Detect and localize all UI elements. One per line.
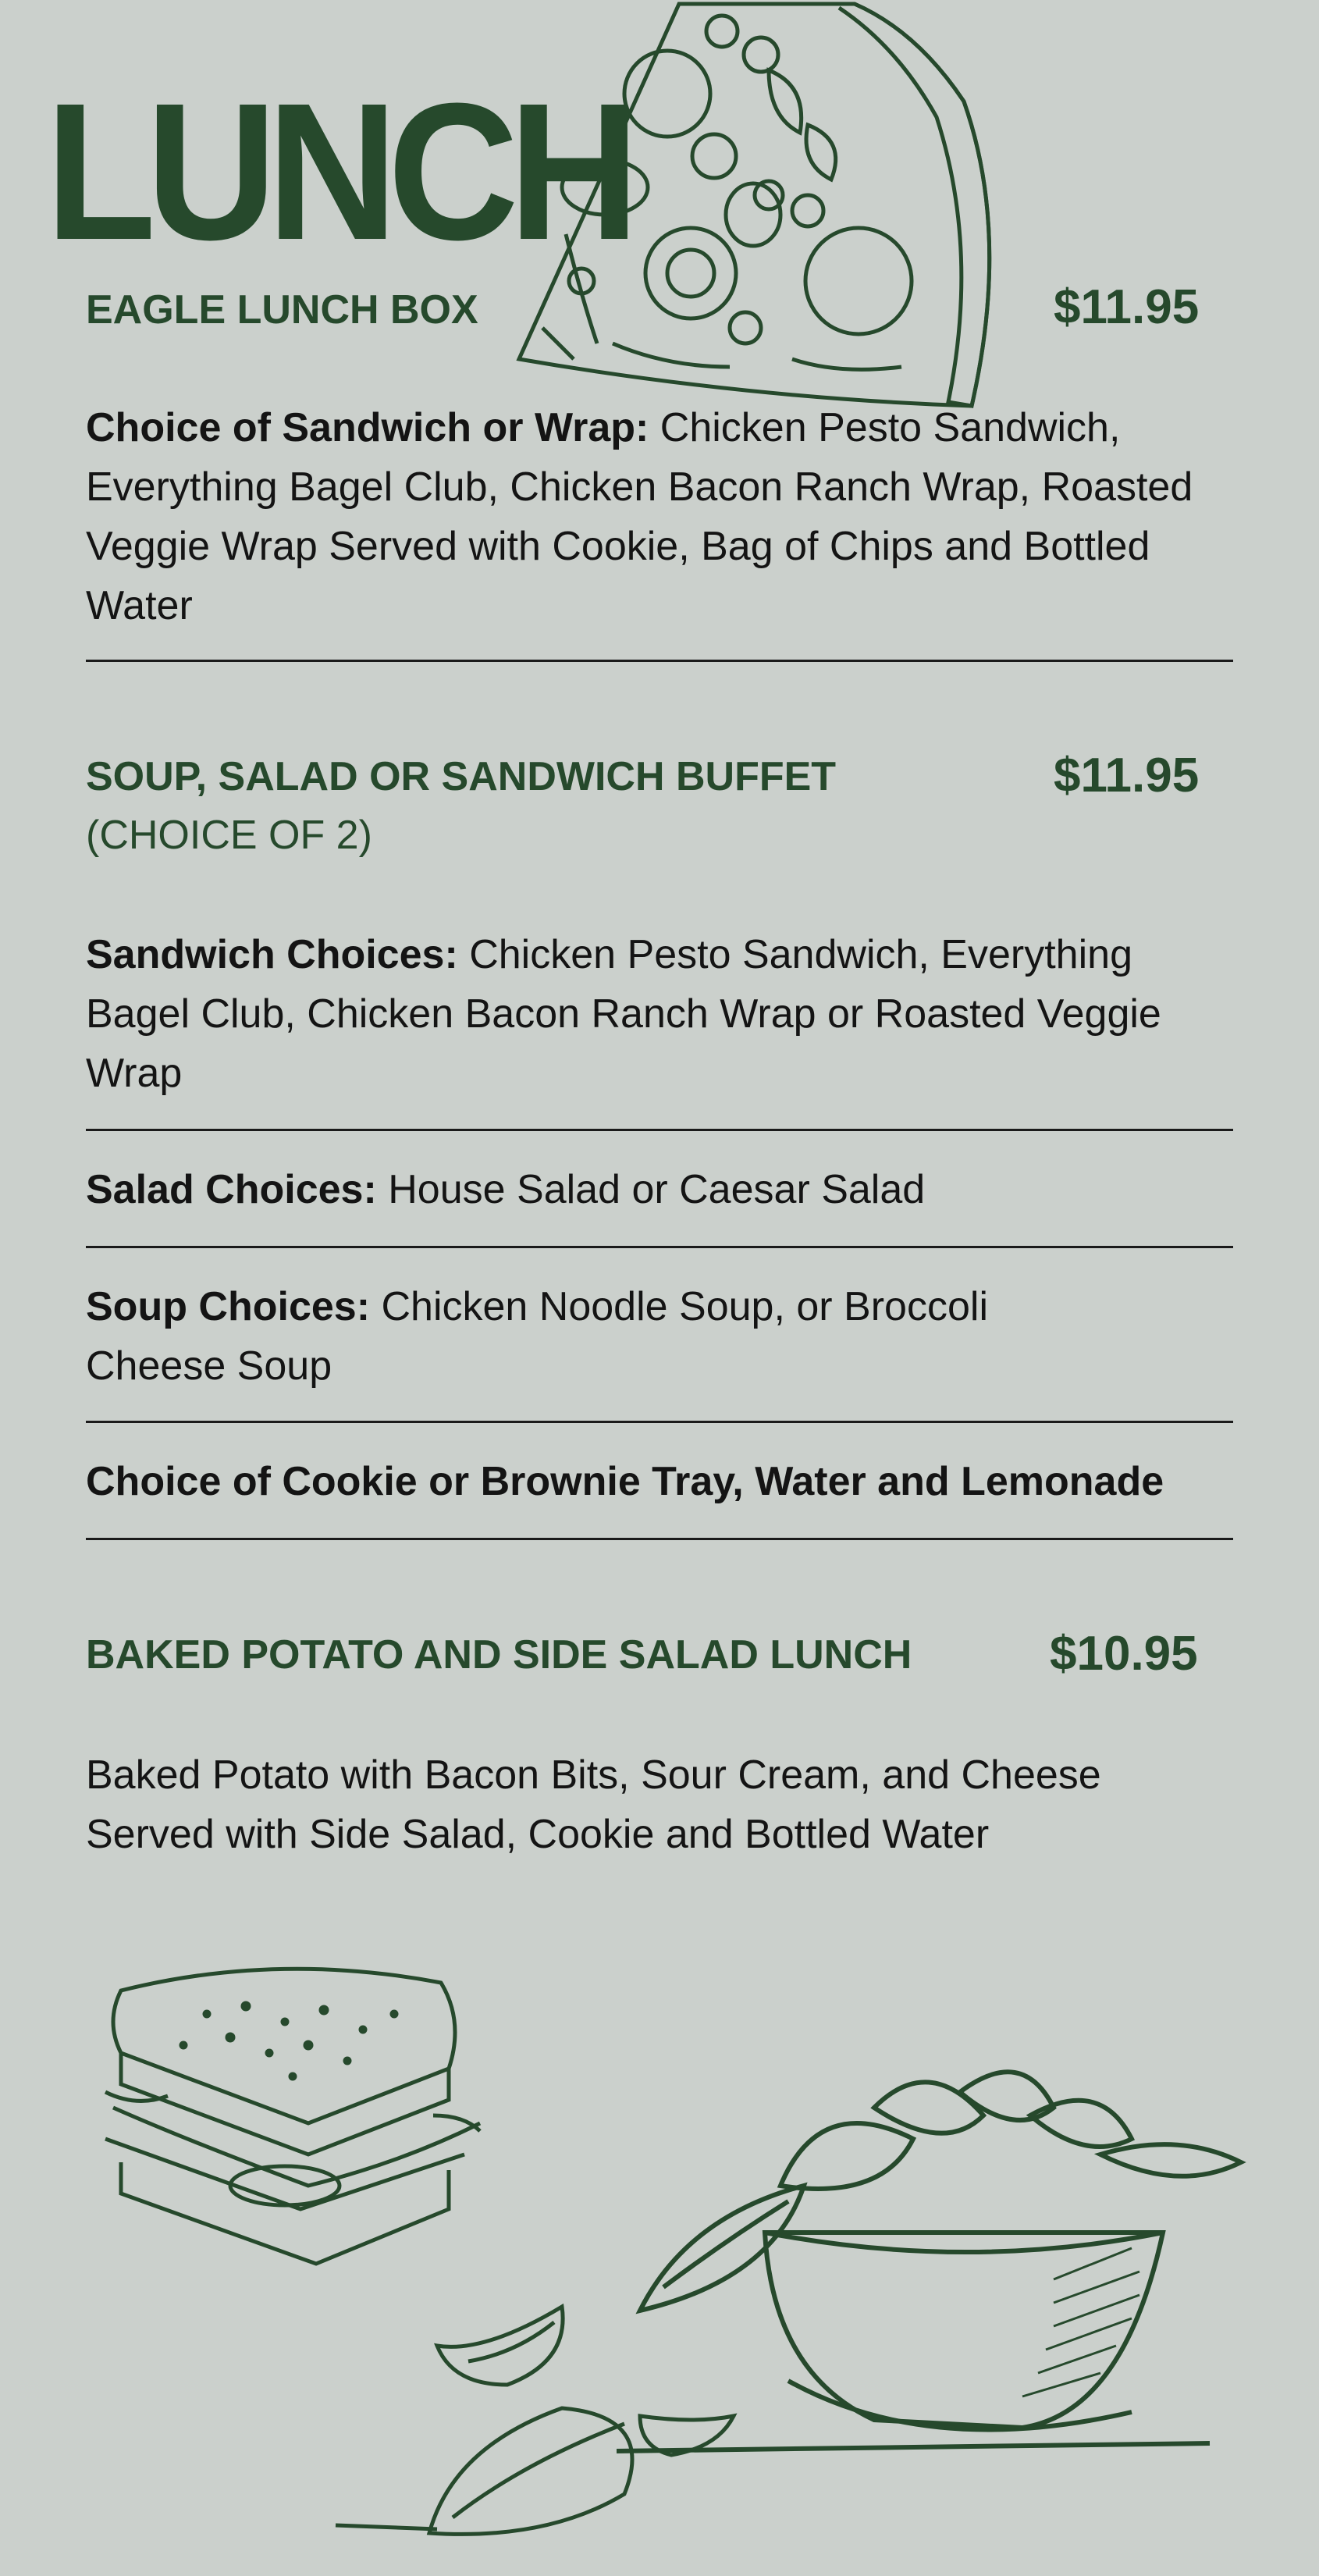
sandwich-illustration <box>90 1959 496 2295</box>
section-description <box>86 398 1210 635</box>
divider <box>86 660 1233 662</box>
description-text: Chicken Pesto Sandwich, Everything Bagel Club, Chicken Bacon Ranch Wrap, Roasted Veggie Wrap Served with Cookie, Bag of Chips and Bottled Water <box>86 405 1193 628</box>
soup-choices <box>86 1277 1100 1396</box>
cookie-choice <box>86 1452 1210 1511</box>
price-buffet: $11.95 <box>1054 749 1200 802</box>
item-lead: Choice of Cookie or Brownie Tray, Water and Lemonade <box>86 1459 1164 1504</box>
item-text: Chicken Noodle Soup, or Broccoli Cheese Soup <box>86 1284 988 1389</box>
section-title-baked-potato: BAKED POTATO AND SIDE SALAD LUNCH <box>86 1632 912 1678</box>
section-title-buffet: SOUP, SALAD OR SANDWICH BUFFET <box>86 754 837 799</box>
divider <box>86 1246 1233 1248</box>
leaves-illustration <box>328 2299 765 2556</box>
price-baked-potato: $10.95 <box>1050 1627 1198 1681</box>
item-lead: Salad Choices: <box>86 1167 377 1212</box>
divider <box>86 1538 1233 1540</box>
section-description: Baked Potato with Bacon Bits, Sour Cream, and Cheese Served with Side Salad, Cookie and Bottled Water <box>86 1752 1101 1857</box>
item-text: House Salad or Caesar Salad <box>376 1167 926 1212</box>
item-lead: Sandwich Choices: <box>86 932 458 977</box>
salad-choices <box>86 1160 1210 1219</box>
divider <box>86 1129 1233 1131</box>
section-title-eagle-lunch-box: EAGLE LUNCH BOX <box>86 287 478 333</box>
item-text: Chicken Pesto Sandwich, Everything Bagel Club, Chicken Bacon Ranch Wrap or Roasted Veggie Wrap <box>86 932 1161 1096</box>
section-subtitle: (CHOICE OF 2) <box>86 813 372 858</box>
sandwich-choices <box>86 925 1210 1103</box>
divider <box>86 1421 1233 1423</box>
page-title: LUNCH <box>45 62 630 280</box>
item-lead: Soup Choices: <box>86 1284 371 1329</box>
price-eagle-lunch-box: $11.95 <box>1054 280 1200 334</box>
description-lead: Choice of Sandwich or Wrap: <box>86 405 649 450</box>
